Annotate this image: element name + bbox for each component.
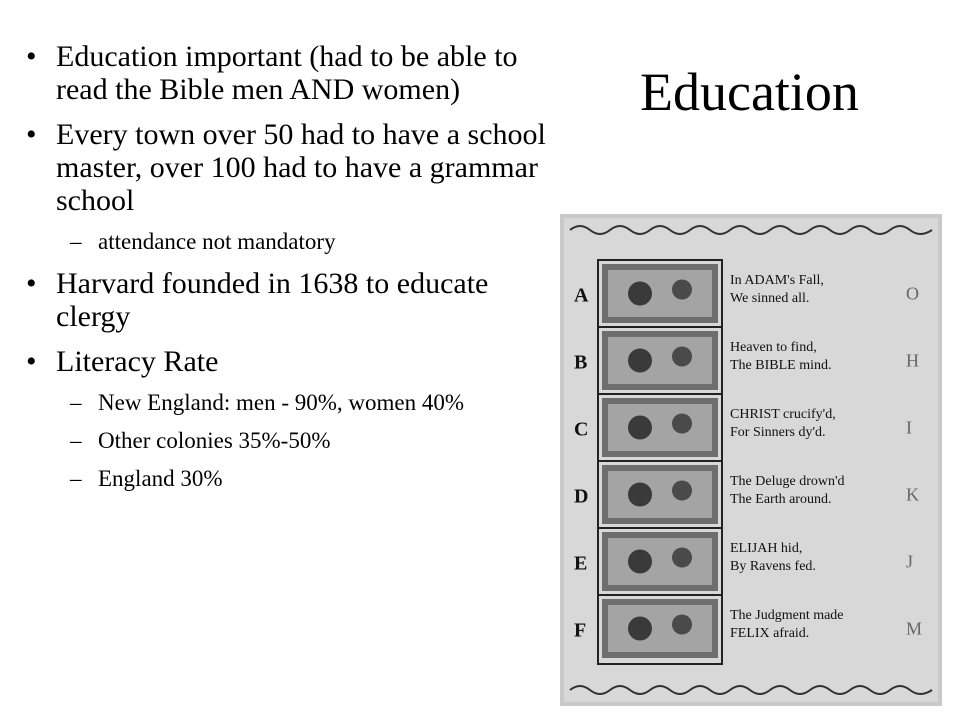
primer-letter: A: [574, 284, 589, 307]
bullet-dot: •: [26, 267, 37, 300]
primer-side-letter: K: [906, 484, 919, 505]
primer-side-letter: I: [906, 417, 912, 438]
primer-woodcut-figure: [628, 550, 652, 574]
slide-title: Education: [640, 62, 859, 122]
primer-woodcut-figure: [628, 483, 652, 507]
sub-bullet-dash: –: [70, 466, 82, 491]
primer-verse-line: By Ravens fed.: [730, 559, 816, 574]
primer-woodcut-highlight: [608, 337, 712, 384]
primer-woodcut-figure: [672, 615, 692, 635]
primer-woodcut-figure: [672, 548, 692, 568]
sub-bullet-text: attendance not mandatory: [98, 229, 336, 254]
primer-side-letter: J: [906, 551, 914, 572]
primer-side-letter: M: [906, 618, 923, 639]
bullet-item: [26, 40, 560, 106]
bullet-text: Every town over 50 had to have a school master, over 100 had to have a grammar school: [56, 118, 546, 217]
bullet-text: Harvard founded in 1638 to educate clergy: [56, 267, 489, 333]
bullet-dot: •: [26, 40, 37, 73]
primer-verse-line: CHRIST crucify'd,: [730, 407, 836, 422]
sub-bullet-text: England 30%: [98, 466, 223, 491]
primer-verse-line: In ADAM's Fall,: [730, 273, 824, 288]
sub-bullet-item: [30, 229, 560, 255]
primer-letter: C: [574, 418, 589, 441]
sub-bullet-item: [30, 428, 560, 454]
primer-letter: E: [574, 552, 588, 575]
primer-woodcut-figure: [628, 349, 652, 373]
primer-verse-line: ELIJAH hid,: [730, 541, 803, 556]
primer-woodcut-figure: [672, 481, 692, 501]
bullet-list: [26, 40, 560, 504]
sub-bullet-dash: –: [70, 390, 82, 415]
bullet-text: Education important (had to be able to read the Bible men AND women): [56, 40, 518, 106]
primer-woodcut-figure: [672, 347, 692, 367]
primer-woodcut-highlight: [608, 471, 712, 518]
sub-bullet-item: [30, 466, 560, 492]
bullet-item: [26, 345, 560, 378]
primer-verse-line: The Earth around.: [730, 492, 832, 507]
primer-verse-line: The Deluge drown'd: [730, 474, 845, 489]
primer-page: [560, 214, 942, 706]
primer-woodcut-figure: [628, 416, 652, 440]
sub-bullet-text: Other colonies 35%-50%: [98, 428, 331, 453]
sub-bullet-dash: –: [70, 229, 82, 254]
primer-verse-line: For Sinners dy'd.: [730, 425, 826, 440]
bullet-item: [26, 118, 560, 217]
primer-letter: F: [574, 619, 587, 642]
primer-letter: D: [574, 485, 589, 508]
primer-woodcut-highlight: [608, 538, 712, 585]
primer-side-letter: H: [906, 350, 919, 371]
primer-woodcut-highlight: [608, 605, 712, 652]
primer-verse-line: The BIBLE mind.: [730, 358, 832, 373]
sub-bullet-text: New England: men - 90%, women 40%: [98, 390, 465, 415]
bullet-text: Literacy Rate: [56, 345, 219, 378]
primer-verse-line: The Judgment made: [730, 608, 844, 623]
primer-woodcut-figure: [628, 617, 652, 641]
primer-woodcut-figure: [628, 282, 652, 306]
sub-bullet-item: [30, 390, 560, 416]
primer-verse-line: Heaven to find,: [730, 340, 817, 355]
bullet-item: [26, 267, 560, 333]
bullet-dot: •: [26, 345, 37, 378]
new-england-primer-image: [560, 214, 942, 706]
primer-woodcut-figure: [672, 414, 692, 434]
primer-woodcut-highlight: [608, 270, 712, 317]
primer-woodcut-highlight: [608, 404, 712, 451]
primer-verse-line: We sinned all.: [730, 291, 810, 306]
primer-side-letter: O: [906, 283, 919, 304]
primer-letter: B: [574, 351, 588, 374]
bullet-dot: •: [26, 118, 37, 151]
primer-verse-line: FELIX afraid.: [730, 626, 810, 641]
sub-bullet-dash: –: [70, 428, 82, 453]
primer-woodcut-figure: [672, 280, 692, 300]
